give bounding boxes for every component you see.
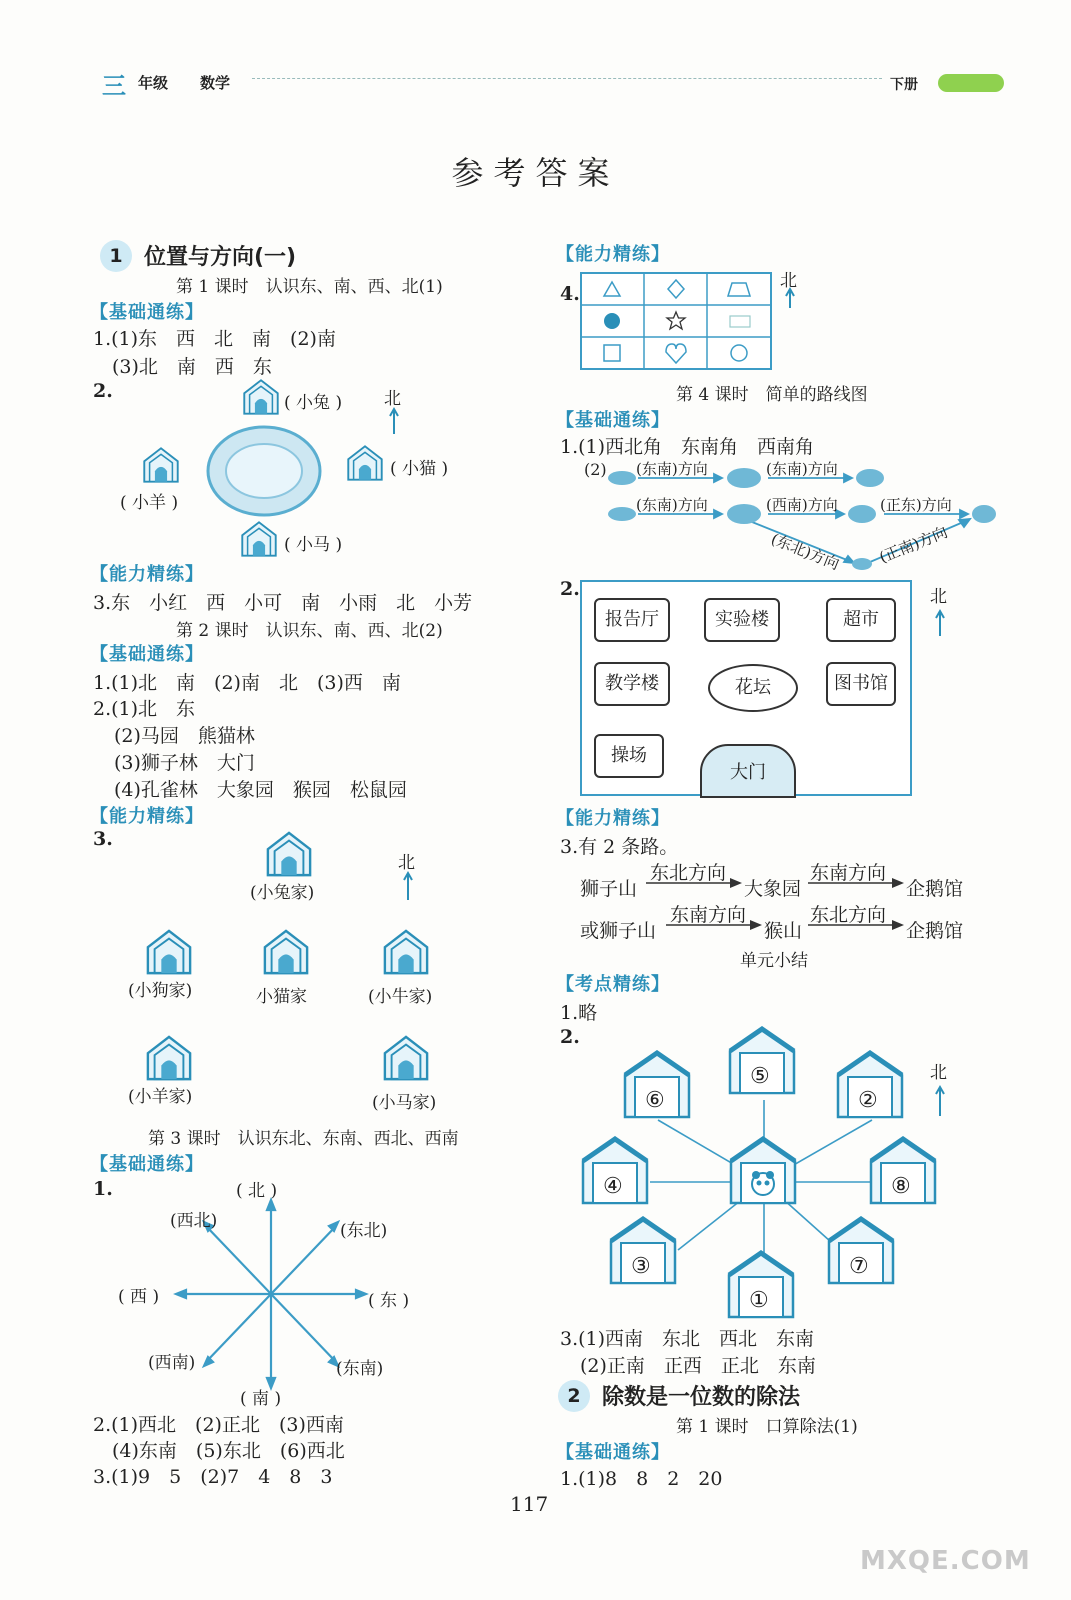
house-horse-icon xyxy=(240,520,278,558)
page-number: 117 xyxy=(510,1492,549,1516)
l3-q1: 1. xyxy=(93,1178,113,1200)
lesson-u2-title: 第 1 课时 口算除法(1) xyxy=(676,1417,858,1437)
header-subject: 数学 xyxy=(200,74,231,92)
l4-q2: 2. xyxy=(560,578,580,600)
house-7-label: ⑦ xyxy=(849,1254,869,1279)
l2-q2c: (3)狮子林 大门 xyxy=(114,752,255,774)
l2-q1: 1.(1)北 南 (2)南 北 (3)西 南 xyxy=(93,672,401,694)
compass-s: ( 南 ) xyxy=(240,1389,282,1409)
compass-se: (东南) xyxy=(336,1359,384,1379)
tag-ability-2: 【能力精练】 xyxy=(90,806,204,827)
l2-q3: 3. xyxy=(93,828,113,850)
map-flower-bed: 花坛 xyxy=(708,664,798,712)
route-a1: (东南)方向 xyxy=(636,460,708,478)
r-q4: 4. xyxy=(560,283,580,305)
lesson1-title: 第 1 课时 认识东、南、西、北(1) xyxy=(176,277,443,297)
pond-icon xyxy=(205,424,323,518)
unit2-title: 除数是一位数的除法 xyxy=(602,1385,801,1410)
route-c2: (正南)方向 xyxy=(876,522,950,567)
path2-arrow2 xyxy=(806,918,906,932)
l1-q1b: (3)北 南 西 东 xyxy=(112,356,272,378)
tag-ability-r2: 【能力精练】 xyxy=(556,808,670,829)
l3-q3: 3.(1)9 5 (2)7 4 8 3 xyxy=(93,1466,333,1488)
house-5-label: ⑤ xyxy=(750,1064,770,1089)
campus-map xyxy=(580,580,912,796)
unit2-badge xyxy=(558,1380,590,1412)
header-rule xyxy=(252,78,882,79)
map-supermarket: 超市 xyxy=(826,598,896,642)
house-6-label: ⑥ xyxy=(645,1088,665,1113)
compass-e: ( 东 ) xyxy=(368,1291,410,1311)
l4-q3: 3.有 2 条路。 xyxy=(560,836,679,858)
lesson2-title: 第 2 课时 认识东、南、西、北(2) xyxy=(176,621,443,641)
map-teaching-building: 教学楼 xyxy=(594,662,670,706)
route-c1: (东北)方向 xyxy=(768,529,842,574)
tag-basic-2: 【基础通练】 xyxy=(90,644,204,665)
unit1-num: 1 xyxy=(109,245,123,267)
compass-sw: (西南) xyxy=(148,1353,196,1373)
house-rabbit-icon xyxy=(242,378,280,416)
house-3-label: ③ xyxy=(631,1254,651,1279)
label-rabbit-home: (小兔家) xyxy=(250,883,315,903)
north-label-r2: 北 xyxy=(930,587,947,607)
path1-dir2: 东南方向 xyxy=(810,862,887,884)
house-sheep-icon xyxy=(142,446,180,484)
label-cat-home: 小猫家 xyxy=(256,987,307,1007)
header-volume: 下册 xyxy=(890,77,918,93)
path2-dir2: 东北方向 xyxy=(810,904,887,926)
label-cow-home: (小牛家) xyxy=(368,987,433,1007)
north-label-1: 北 xyxy=(384,389,401,409)
l1-q2: 2. xyxy=(93,380,113,402)
path2-start: 或狮子山 xyxy=(580,920,657,942)
path1-end: 企鹅馆 xyxy=(906,878,964,900)
north-arrow-r3 xyxy=(934,1084,946,1118)
house-cow-icon xyxy=(382,928,430,976)
house-rabbit2-icon xyxy=(265,830,313,878)
label-cat: ( 小猫 ) xyxy=(390,459,449,479)
l2-q2d: (4)孔雀林 大象园 猴园 松鼠园 xyxy=(114,779,407,801)
tag-ability-1: 【能力精练】 xyxy=(90,564,204,585)
label-rabbit: ( 小兔 ) xyxy=(284,393,343,413)
house-cat-icon xyxy=(346,444,384,482)
l3-q2b: (4)东南 (5)东北 (6)西北 xyxy=(112,1440,345,1462)
s-q1: 1.略 xyxy=(560,1002,598,1024)
label-sheep: ( 小羊 ) xyxy=(120,493,179,513)
map-library: 图书馆 xyxy=(826,662,896,706)
path1-arrow2 xyxy=(806,876,906,890)
l3-q2a: 2.(1)西北 (2)正北 (3)西南 xyxy=(93,1414,344,1436)
l1-q3: 3.东 小红 西 小可 南 小雨 北 小芳 xyxy=(93,592,473,614)
house-dog-icon xyxy=(145,928,193,976)
tag-basic-r2: 【基础通练】 xyxy=(556,1442,670,1463)
l4-q1a: 1.(1)西北角 东南角 西南角 xyxy=(560,436,815,458)
u2-q1: 1.(1)8 8 2 20 xyxy=(560,1468,723,1490)
map-playground: 操场 xyxy=(594,734,664,778)
north-label-r1: 北 xyxy=(780,271,797,291)
north-label-r3: 北 xyxy=(930,1063,947,1083)
s-q2: 2. xyxy=(560,1026,580,1048)
summary-title: 单元小结 xyxy=(740,951,808,971)
compass-nw: (西北) xyxy=(170,1211,218,1231)
l2-q2a: 2.(1)北 东 xyxy=(93,698,196,720)
header-grade-suffix: 年级 xyxy=(138,74,169,92)
lesson3-title: 第 3 课时 认识东北、东南、西北、西南 xyxy=(148,1129,459,1149)
header-grade: 三 xyxy=(102,72,126,100)
label-horse-home: (小马家) xyxy=(372,1093,437,1113)
route-b3: (正东)方向 xyxy=(880,496,952,514)
path1-start: 狮子山 xyxy=(580,878,638,900)
house-2-label: ② xyxy=(858,1088,878,1113)
compass-n: ( 北 ) xyxy=(236,1181,278,1201)
lesson4-title: 第 4 课时 简单的路线图 xyxy=(676,385,868,405)
house-8-label: ⑧ xyxy=(891,1174,911,1199)
path1-arrow1 xyxy=(644,876,744,890)
tag-basic-r1: 【基础通练】 xyxy=(556,410,670,431)
north-arrow-1 xyxy=(388,406,400,436)
tag-basic-3: 【基础通练】 xyxy=(90,1154,204,1175)
s-q3b: (2)正南 正西 正北 东南 xyxy=(580,1355,816,1377)
l4-q1-prefix: (2) xyxy=(584,460,607,479)
path2-dir1: 东南方向 xyxy=(670,904,747,926)
north-arrow-r1 xyxy=(784,286,796,310)
north-label-2: 北 xyxy=(398,853,415,873)
page-title: 参考答案 xyxy=(451,154,620,192)
shape-grid xyxy=(580,272,772,370)
route-a2: (东南)方向 xyxy=(766,460,838,478)
path2-end: 企鹅馆 xyxy=(906,920,964,942)
s-q3a: 3.(1)西南 东北 西北 东南 xyxy=(560,1328,815,1350)
unit1-title: 位置与方向(一) xyxy=(144,245,297,270)
map-main-gate: 大门 xyxy=(700,744,796,798)
north-arrow-r2 xyxy=(934,608,946,638)
compass-w: ( 西 ) xyxy=(118,1287,160,1307)
label-horse: ( 小马 ) xyxy=(284,535,343,555)
path1-mid: 大象园 xyxy=(744,878,802,900)
panda-icon xyxy=(748,1168,778,1198)
tag-ability-r1: 【能力精练】 xyxy=(556,244,670,265)
north-arrow-2 xyxy=(402,870,414,902)
header-bar xyxy=(80,66,1010,100)
map-report-hall: 报告厅 xyxy=(594,598,670,642)
compass-ne: (东北) xyxy=(340,1221,388,1241)
route-b2: (西南)方向 xyxy=(766,496,838,514)
l2-q2b: (2)马园 熊猫林 xyxy=(114,725,255,747)
label-dog-home: (小狗家) xyxy=(128,981,193,1001)
house-cat2-icon xyxy=(262,928,310,976)
house-4-label: ④ xyxy=(603,1174,623,1199)
house-1-label: ① xyxy=(749,1288,769,1313)
tag-basic-1: 【基础通练】 xyxy=(90,302,204,323)
unit2-num: 2 xyxy=(567,1385,581,1407)
path2-arrow1 xyxy=(664,918,764,932)
route-b1: (东南)方向 xyxy=(636,496,708,514)
header-badge xyxy=(938,74,1004,92)
watermark: MXQE.COM xyxy=(860,1546,1031,1576)
path2-mid: 猴山 xyxy=(764,920,803,942)
l1-q1a: 1.(1)东 西 北 南 (2)南 xyxy=(93,328,336,350)
unit1-badge xyxy=(100,240,132,272)
tag-exam: 【考点精练】 xyxy=(556,974,670,995)
map-lab-building: 实验楼 xyxy=(704,598,780,642)
label-sheep-home: (小羊家) xyxy=(128,1087,193,1107)
house-horse2-icon xyxy=(382,1034,430,1082)
house-sheep2-icon xyxy=(145,1034,193,1082)
path1-dir1: 东北方向 xyxy=(650,862,727,884)
